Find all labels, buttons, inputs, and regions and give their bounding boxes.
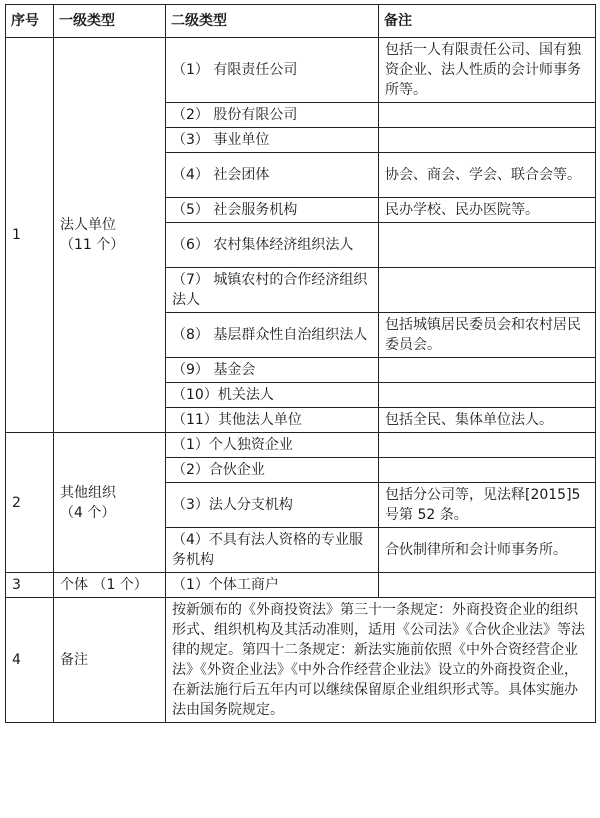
remark xyxy=(379,458,596,483)
remark: 包括分公司等，见法释[2015]5 号第 52 条。 xyxy=(379,483,596,528)
secondary-type: （6） 农村集体经济组织法人 xyxy=(166,223,379,268)
primary-type-count: （11 个） xyxy=(60,237,125,253)
remark xyxy=(379,383,596,408)
remark: 包括城镇居民委员会和农村居民委员会。 xyxy=(379,313,596,358)
secondary-type: （3）法人分支机构 xyxy=(166,483,379,528)
row-number: 4 xyxy=(6,598,54,723)
remark: 合伙制律所和会计师事务所。 xyxy=(379,528,596,573)
row-number: 1 xyxy=(6,38,54,433)
row-number: 2 xyxy=(6,433,54,573)
remark: 民办学校、民办医院等。 xyxy=(379,198,596,223)
secondary-type: （7） 城镇农村的合作经济组织法人 xyxy=(166,268,379,313)
secondary-type: （1）个人独资企业 xyxy=(166,433,379,458)
remark: 协会、商会、学会、联合会等。 xyxy=(379,153,596,198)
secondary-type: （4）不具有法人资格的专业服务机构 xyxy=(166,528,379,573)
remark xyxy=(379,268,596,313)
table-row xyxy=(6,573,596,598)
remark-paragraph: 按新颁布的《外商投资法》第三十一条规定：外商投资企业的组织形式、组织机构及其活动准则，适用《公司法》《合伙企业法》等法律的规定。第四十二条规定：新法实施前依照《中外合资经营企业法》《外资企业法》《中外合作经营企业法》设立的外商投资企业，在新法施行后五年内可以继续保留原企业组织形式等。具体实施办法由国务院规定。 xyxy=(166,598,596,723)
remark xyxy=(379,128,596,153)
primary-type-label: 个体 （1 个） xyxy=(54,573,166,598)
secondary-type: （5） 社会服务机构 xyxy=(166,198,379,223)
header-primary-type: 一级类型 xyxy=(54,5,166,38)
secondary-type: （8） 基层群众性自治组织法人 xyxy=(166,313,379,358)
secondary-type: （2）合伙企业 xyxy=(166,458,379,483)
secondary-type: （1） 有限责任公司 xyxy=(166,38,379,103)
primary-type-count: （4 个） xyxy=(60,504,116,521)
primary-type-cell xyxy=(54,38,166,433)
table-row xyxy=(6,38,596,103)
table-row xyxy=(6,433,596,458)
table-row xyxy=(6,598,596,723)
company-type-table xyxy=(5,4,596,723)
remark: 包括全民、集体单位法人。 xyxy=(379,408,596,433)
secondary-type: （10）机关法人 xyxy=(166,383,379,408)
primary-type-label: 备注 xyxy=(54,598,166,723)
remark: 包括一人有限责任公司、国有独资企业、法人性质的会计师事务所等。 xyxy=(379,38,596,103)
primary-type-label: 法人单位 xyxy=(60,217,116,233)
secondary-type: （9） 基金会 xyxy=(166,358,379,383)
header-remarks: 备注 xyxy=(379,5,596,38)
remark xyxy=(379,223,596,268)
secondary-type: （2） 股份有限公司 xyxy=(166,103,379,128)
row-number: 3 xyxy=(6,573,54,598)
remark xyxy=(379,433,596,458)
secondary-type: （3） 事业单位 xyxy=(166,128,379,153)
primary-type-cell xyxy=(54,433,166,573)
secondary-type: （1）个体工商户 xyxy=(166,573,379,598)
remark xyxy=(379,573,596,598)
header-no: 序号 xyxy=(6,5,54,38)
remark xyxy=(379,358,596,383)
primary-type-label: 其他组织 xyxy=(60,484,116,501)
remark xyxy=(379,103,596,128)
secondary-type: （11）其他法人单位 xyxy=(166,408,379,433)
table-header-row xyxy=(6,5,596,38)
header-secondary-type: 二级类型 xyxy=(166,5,379,38)
secondary-type: （4） 社会团体 xyxy=(166,153,379,198)
